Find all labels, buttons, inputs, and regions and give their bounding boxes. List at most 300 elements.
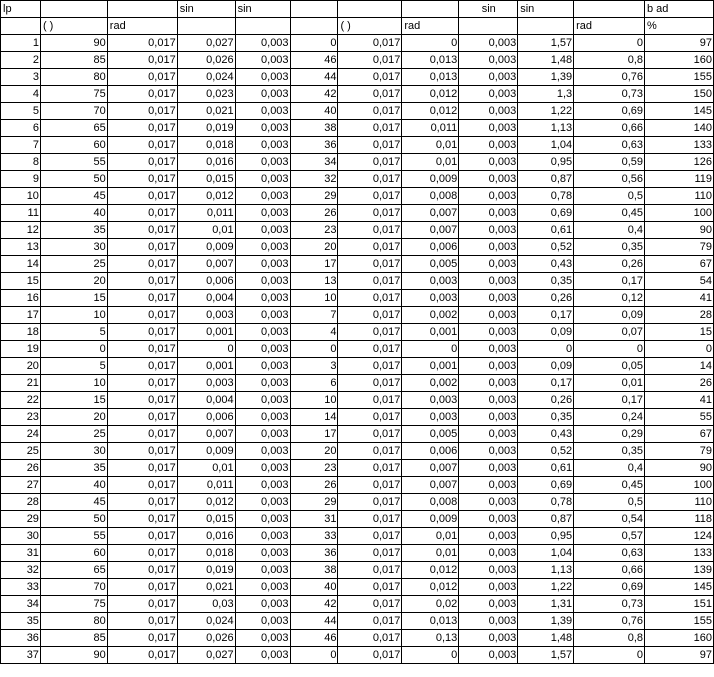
data-cell[interactable]: 14 — [645, 358, 714, 375]
data-cell[interactable]: 67 — [645, 426, 714, 443]
data-cell[interactable]: 0,26 — [518, 392, 574, 409]
data-cell[interactable]: 0,003 — [235, 579, 290, 596]
data-cell[interactable]: 0,017 — [338, 222, 402, 239]
data-cell[interactable]: 1,31 — [518, 596, 574, 613]
data-cell[interactable]: 0,73 — [574, 86, 645, 103]
data-cell[interactable]: 0,003 — [235, 205, 290, 222]
data-cell[interactable]: 0,69 — [574, 579, 645, 596]
data-cell[interactable]: 0,017 — [338, 324, 402, 341]
data-cell[interactable]: 0,017 — [107, 528, 177, 545]
data-cell[interactable]: 0,003 — [235, 52, 290, 69]
data-cell[interactable]: 80 — [40, 69, 107, 86]
data-cell[interactable]: 0,69 — [574, 103, 645, 120]
data-cell[interactable]: 23 — [290, 460, 338, 477]
row-number-cell[interactable]: 14 — [1, 256, 41, 273]
data-cell[interactable]: 1,3 — [518, 86, 574, 103]
data-cell[interactable]: 0,01 — [402, 154, 459, 171]
data-cell[interactable]: 0,87 — [518, 511, 574, 528]
data-cell[interactable]: 0,015 — [177, 511, 235, 528]
data-cell[interactable]: 34 — [290, 154, 338, 171]
data-cell[interactable]: 0,024 — [177, 69, 235, 86]
data-cell[interactable]: 0,003 — [235, 460, 290, 477]
data-cell[interactable]: 50 — [40, 171, 107, 188]
data-cell[interactable]: 0,005 — [402, 426, 459, 443]
data-cell[interactable]: 133 — [645, 137, 714, 154]
data-cell[interactable]: 0,017 — [107, 35, 177, 52]
data-cell[interactable]: 23 — [290, 222, 338, 239]
data-cell[interactable]: 0,007 — [402, 460, 459, 477]
data-cell[interactable]: 0,003 — [235, 324, 290, 341]
data-cell[interactable]: 0 — [290, 35, 338, 52]
data-cell[interactable]: 0,017 — [338, 171, 402, 188]
header-cell[interactable]: b ad — [645, 1, 714, 18]
data-cell[interactable]: 0 — [518, 341, 574, 358]
data-cell[interactable]: 0,017 — [107, 290, 177, 307]
data-cell[interactable]: 0,003 — [235, 409, 290, 426]
data-cell[interactable]: 42 — [290, 596, 338, 613]
data-cell[interactable]: 0,003 — [235, 154, 290, 171]
header-cell[interactable]: rad — [574, 18, 645, 35]
data-cell[interactable]: 0,017 — [107, 511, 177, 528]
data-cell[interactable]: 0,003 — [235, 647, 290, 664]
data-cell[interactable]: 0,43 — [518, 426, 574, 443]
data-cell[interactable]: 0,017 — [107, 324, 177, 341]
data-cell[interactable]: 0,017 — [338, 477, 402, 494]
data-cell[interactable]: 0,003 — [402, 290, 459, 307]
row-number-cell[interactable]: 15 — [1, 273, 41, 290]
data-cell[interactable]: 0,017 — [107, 52, 177, 69]
data-cell[interactable]: 0,35 — [518, 409, 574, 426]
data-cell[interactable]: 0,003 — [235, 511, 290, 528]
data-cell[interactable]: 0,017 — [107, 222, 177, 239]
data-cell[interactable]: 0,003 — [459, 205, 518, 222]
data-cell[interactable]: 0,66 — [574, 562, 645, 579]
row-number-cell[interactable]: 28 — [1, 494, 41, 511]
data-cell[interactable]: 80 — [40, 613, 107, 630]
data-cell[interactable]: 0,09 — [518, 358, 574, 375]
data-cell[interactable]: 20 — [290, 239, 338, 256]
data-cell[interactable]: 0,45 — [574, 477, 645, 494]
data-cell[interactable]: 0,007 — [177, 426, 235, 443]
header-cell[interactable] — [574, 1, 645, 18]
data-cell[interactable]: 0,003 — [235, 443, 290, 460]
data-cell[interactable]: 0 — [290, 341, 338, 358]
data-cell[interactable]: 0,017 — [107, 358, 177, 375]
data-cell[interactable]: 119 — [645, 171, 714, 188]
data-cell[interactable]: 26 — [290, 477, 338, 494]
data-cell[interactable]: 0,003 — [459, 477, 518, 494]
header-cell[interactable]: ( ) — [338, 18, 402, 35]
data-cell[interactable]: 155 — [645, 613, 714, 630]
data-cell[interactable]: 0,017 — [107, 205, 177, 222]
data-cell[interactable]: 0,003 — [235, 256, 290, 273]
data-cell[interactable]: 30 — [40, 239, 107, 256]
data-cell[interactable]: 0,003 — [235, 341, 290, 358]
data-cell[interactable]: 0,003 — [235, 86, 290, 103]
data-cell[interactable]: 0,017 — [107, 596, 177, 613]
data-cell[interactable]: 6 — [290, 375, 338, 392]
data-cell[interactable]: 50 — [40, 511, 107, 528]
data-cell[interactable]: 0,003 — [235, 528, 290, 545]
data-cell[interactable]: 5 — [40, 358, 107, 375]
data-cell[interactable]: 0,12 — [574, 290, 645, 307]
data-cell[interactable]: 0,017 — [107, 120, 177, 137]
data-cell[interactable]: 32 — [290, 171, 338, 188]
data-cell[interactable]: 0,017 — [107, 443, 177, 460]
data-cell[interactable]: 0,003 — [459, 511, 518, 528]
data-cell[interactable]: 118 — [645, 511, 714, 528]
data-cell[interactable]: 160 — [645, 52, 714, 69]
data-cell[interactable]: 1,22 — [518, 103, 574, 120]
data-cell[interactable]: 25 — [40, 426, 107, 443]
data-cell[interactable]: 0,017 — [338, 426, 402, 443]
data-cell[interactable]: 0,003 — [235, 426, 290, 443]
data-cell[interactable]: 0,017 — [107, 239, 177, 256]
data-cell[interactable]: 20 — [40, 273, 107, 290]
data-cell[interactable]: 0,01 — [402, 545, 459, 562]
data-cell[interactable]: 0,001 — [177, 324, 235, 341]
data-cell[interactable]: 0,003 — [177, 307, 235, 324]
data-cell[interactable]: 0,8 — [574, 52, 645, 69]
data-cell[interactable]: 0,003 — [459, 222, 518, 239]
data-cell[interactable]: 0,017 — [338, 188, 402, 205]
data-cell[interactable]: 40 — [290, 103, 338, 120]
data-cell[interactable]: 0,017 — [107, 137, 177, 154]
data-cell[interactable]: 0,017 — [338, 630, 402, 647]
data-cell[interactable]: 0,57 — [574, 528, 645, 545]
data-cell[interactable]: 97 — [645, 647, 714, 664]
data-cell[interactable]: 0,017 — [338, 358, 402, 375]
data-cell[interactable]: 0,003 — [459, 494, 518, 511]
data-cell[interactable]: 55 — [40, 528, 107, 545]
data-cell[interactable]: 0,007 — [402, 205, 459, 222]
data-cell[interactable]: 0,017 — [107, 103, 177, 120]
data-cell[interactable]: 0,66 — [574, 120, 645, 137]
data-cell[interactable]: 0,017 — [338, 307, 402, 324]
data-cell[interactable]: 0,017 — [338, 256, 402, 273]
data-cell[interactable]: 0,017 — [107, 545, 177, 562]
data-cell[interactable]: 54 — [645, 273, 714, 290]
header-cell[interactable]: rad — [402, 18, 459, 35]
data-cell[interactable]: 0,35 — [518, 273, 574, 290]
data-cell[interactable]: 0 — [402, 341, 459, 358]
data-cell[interactable]: 10 — [290, 392, 338, 409]
row-number-cell[interactable]: 36 — [1, 630, 41, 647]
data-cell[interactable]: 0,59 — [574, 154, 645, 171]
data-cell[interactable]: 0,017 — [107, 460, 177, 477]
data-cell[interactable]: 1,48 — [518, 52, 574, 69]
data-cell[interactable]: 0,003 — [459, 613, 518, 630]
header-cell[interactable]: lp — [1, 1, 41, 18]
data-cell[interactable]: 26 — [645, 375, 714, 392]
data-cell[interactable]: 0,017 — [107, 579, 177, 596]
header-cell[interactable]: sin — [459, 1, 518, 18]
data-cell[interactable]: 0,003 — [235, 613, 290, 630]
row-number-cell[interactable]: 33 — [1, 579, 41, 596]
data-cell[interactable]: 0,017 — [338, 273, 402, 290]
data-cell[interactable]: 0,017 — [338, 494, 402, 511]
data-cell[interactable]: 0,012 — [177, 494, 235, 511]
data-cell[interactable]: 0,003 — [235, 290, 290, 307]
data-cell[interactable]: 0,4 — [574, 460, 645, 477]
header-cell[interactable] — [177, 18, 235, 35]
data-cell[interactable]: 0,024 — [177, 613, 235, 630]
row-number-cell[interactable]: 7 — [1, 137, 41, 154]
data-cell[interactable]: 0,013 — [402, 69, 459, 86]
data-cell[interactable]: 0,017 — [338, 511, 402, 528]
data-cell[interactable]: 0,027 — [177, 35, 235, 52]
data-cell[interactable]: 0,015 — [177, 171, 235, 188]
data-cell[interactable]: 0,003 — [459, 562, 518, 579]
data-cell[interactable]: 1,57 — [518, 647, 574, 664]
data-cell[interactable]: 14 — [290, 409, 338, 426]
data-cell[interactable]: 0,003 — [402, 392, 459, 409]
row-number-cell[interactable]: 24 — [1, 426, 41, 443]
row-number-cell[interactable]: 22 — [1, 392, 41, 409]
data-cell[interactable]: 0,003 — [235, 120, 290, 137]
data-cell[interactable]: 0,56 — [574, 171, 645, 188]
data-cell[interactable]: 0,002 — [402, 307, 459, 324]
data-cell[interactable]: 0,017 — [107, 494, 177, 511]
row-number-cell[interactable]: 13 — [1, 239, 41, 256]
data-cell[interactable]: 1,13 — [518, 562, 574, 579]
row-number-cell[interactable]: 20 — [1, 358, 41, 375]
data-cell[interactable]: 0,5 — [574, 494, 645, 511]
data-cell[interactable]: 17 — [290, 256, 338, 273]
data-cell[interactable]: 0,61 — [518, 460, 574, 477]
data-cell[interactable]: 0,003 — [459, 171, 518, 188]
data-cell[interactable]: 0,018 — [177, 545, 235, 562]
data-cell[interactable]: 1,04 — [518, 545, 574, 562]
data-cell[interactable]: 0,07 — [574, 324, 645, 341]
data-cell[interactable]: 0,017 — [338, 613, 402, 630]
data-cell[interactable]: 0,003 — [459, 341, 518, 358]
data-cell[interactable]: 0 — [40, 341, 107, 358]
data-cell[interactable]: 0,011 — [177, 205, 235, 222]
data-cell[interactable]: 90 — [40, 35, 107, 52]
header-cell[interactable]: ( ) — [40, 18, 107, 35]
data-cell[interactable]: 0,006 — [402, 239, 459, 256]
data-cell[interactable]: 0,027 — [177, 647, 235, 664]
data-cell[interactable]: 0,013 — [402, 52, 459, 69]
data-cell[interactable]: 0,003 — [235, 137, 290, 154]
data-cell[interactable]: 0,003 — [459, 392, 518, 409]
data-cell[interactable]: 44 — [290, 613, 338, 630]
data-cell[interactable]: 0,95 — [518, 154, 574, 171]
data-cell[interactable]: 55 — [645, 409, 714, 426]
data-cell[interactable]: 140 — [645, 120, 714, 137]
data-cell[interactable]: 133 — [645, 545, 714, 562]
data-cell[interactable]: 13 — [290, 273, 338, 290]
data-cell[interactable]: 0,019 — [177, 120, 235, 137]
row-number-cell[interactable]: 25 — [1, 443, 41, 460]
row-number-cell[interactable]: 34 — [1, 596, 41, 613]
data-cell[interactable]: 0,004 — [177, 392, 235, 409]
data-cell[interactable]: 60 — [40, 137, 107, 154]
data-cell[interactable]: 0,003 — [235, 103, 290, 120]
data-cell[interactable]: 0,005 — [402, 256, 459, 273]
data-cell[interactable]: 46 — [290, 630, 338, 647]
data-cell[interactable]: 0,003 — [235, 392, 290, 409]
row-number-cell[interactable]: 18 — [1, 324, 41, 341]
data-cell[interactable]: 0,017 — [338, 375, 402, 392]
data-cell[interactable]: 0,78 — [518, 494, 574, 511]
data-cell[interactable]: 44 — [290, 69, 338, 86]
data-cell[interactable]: 10 — [40, 307, 107, 324]
data-cell[interactable]: 1,22 — [518, 579, 574, 596]
data-cell[interactable]: 0,87 — [518, 171, 574, 188]
data-cell[interactable]: 0,02 — [402, 596, 459, 613]
data-cell[interactable]: 139 — [645, 562, 714, 579]
header-cell[interactable]: sin — [235, 1, 290, 18]
data-cell[interactable]: 38 — [290, 120, 338, 137]
data-cell[interactable]: 0,003 — [177, 375, 235, 392]
data-cell[interactable]: 0 — [177, 341, 235, 358]
header-cell[interactable]: sin — [518, 1, 574, 18]
data-cell[interactable]: 0,003 — [235, 273, 290, 290]
header-cell[interactable] — [402, 1, 459, 18]
data-cell[interactable]: 36 — [290, 137, 338, 154]
data-cell[interactable]: 26 — [290, 205, 338, 222]
data-cell[interactable]: 126 — [645, 154, 714, 171]
data-cell[interactable]: 124 — [645, 528, 714, 545]
data-cell[interactable]: 0,017 — [338, 137, 402, 154]
data-cell[interactable]: 0,007 — [177, 256, 235, 273]
data-cell[interactable]: 79 — [645, 443, 714, 460]
data-cell[interactable]: 0,006 — [177, 273, 235, 290]
data-cell[interactable]: 10 — [290, 290, 338, 307]
data-cell[interactable]: 0,003 — [235, 630, 290, 647]
row-number-cell[interactable]: 30 — [1, 528, 41, 545]
data-cell[interactable]: 5 — [40, 324, 107, 341]
data-cell[interactable]: 0,5 — [574, 188, 645, 205]
data-cell[interactable]: 1,39 — [518, 613, 574, 630]
data-cell[interactable]: 0,017 — [107, 630, 177, 647]
data-cell[interactable]: 28 — [645, 307, 714, 324]
data-cell[interactable]: 0,003 — [459, 630, 518, 647]
data-cell[interactable]: 40 — [40, 477, 107, 494]
data-cell[interactable]: 55 — [40, 154, 107, 171]
data-cell[interactable]: 160 — [645, 630, 714, 647]
data-cell[interactable]: 15 — [40, 290, 107, 307]
data-cell[interactable]: 0,24 — [574, 409, 645, 426]
data-cell[interactable]: 0,01 — [177, 460, 235, 477]
data-cell[interactable]: 45 — [40, 188, 107, 205]
data-cell[interactable]: 0,007 — [402, 222, 459, 239]
data-cell[interactable]: 0,003 — [459, 307, 518, 324]
data-cell[interactable]: 0,01 — [402, 528, 459, 545]
data-cell[interactable]: 33 — [290, 528, 338, 545]
data-cell[interactable]: 90 — [645, 460, 714, 477]
data-cell[interactable]: 100 — [645, 477, 714, 494]
data-cell[interactable]: 0,003 — [459, 273, 518, 290]
header-cell[interactable] — [518, 18, 574, 35]
data-cell[interactable]: 0 — [574, 35, 645, 52]
data-cell[interactable]: 38 — [290, 562, 338, 579]
header-cell[interactable]: % — [645, 18, 714, 35]
data-cell[interactable]: 0,017 — [338, 103, 402, 120]
header-cell[interactable] — [40, 1, 107, 18]
data-cell[interactable]: 1,57 — [518, 35, 574, 52]
data-cell[interactable]: 65 — [40, 562, 107, 579]
row-number-cell[interactable]: 8 — [1, 154, 41, 171]
data-cell[interactable]: 67 — [645, 256, 714, 273]
header-cell[interactable]: rad — [107, 18, 177, 35]
data-cell[interactable]: 0,013 — [402, 613, 459, 630]
data-cell[interactable]: 0,003 — [235, 188, 290, 205]
data-cell[interactable]: 75 — [40, 596, 107, 613]
row-number-cell[interactable]: 3 — [1, 69, 41, 86]
data-cell[interactable]: 110 — [645, 494, 714, 511]
data-cell[interactable]: 100 — [645, 205, 714, 222]
data-cell[interactable]: 0,03 — [177, 596, 235, 613]
data-cell[interactable]: 0,95 — [518, 528, 574, 545]
data-cell[interactable]: 29 — [290, 188, 338, 205]
data-cell[interactable]: 0,003 — [402, 273, 459, 290]
data-cell[interactable]: 0,017 — [107, 613, 177, 630]
data-cell[interactable]: 0 — [290, 647, 338, 664]
data-cell[interactable]: 0,012 — [402, 103, 459, 120]
data-cell[interactable]: 15 — [40, 392, 107, 409]
data-cell[interactable]: 0,63 — [574, 137, 645, 154]
data-cell[interactable]: 0,003 — [235, 358, 290, 375]
data-cell[interactable]: 0,003 — [402, 409, 459, 426]
data-cell[interactable]: 0,021 — [177, 579, 235, 596]
row-number-cell[interactable]: 16 — [1, 290, 41, 307]
data-cell[interactable]: 1,04 — [518, 137, 574, 154]
data-cell[interactable]: 70 — [40, 103, 107, 120]
data-cell[interactable]: 0,003 — [459, 460, 518, 477]
data-cell[interactable]: 0,17 — [574, 273, 645, 290]
data-cell[interactable]: 0,003 — [235, 222, 290, 239]
data-cell[interactable]: 0,17 — [574, 392, 645, 409]
data-cell[interactable]: 0,003 — [459, 52, 518, 69]
data-cell[interactable]: 0,09 — [574, 307, 645, 324]
data-cell[interactable]: 0,017 — [107, 426, 177, 443]
data-cell[interactable]: 0,008 — [402, 494, 459, 511]
row-number-cell[interactable]: 17 — [1, 307, 41, 324]
data-cell[interactable]: 0,023 — [177, 86, 235, 103]
data-cell[interactable]: 1,48 — [518, 630, 574, 647]
data-cell[interactable]: 0,003 — [459, 579, 518, 596]
data-cell[interactable]: 0,003 — [235, 35, 290, 52]
data-cell[interactable]: 0,001 — [402, 358, 459, 375]
data-cell[interactable]: 0,017 — [107, 171, 177, 188]
data-cell[interactable]: 31 — [290, 511, 338, 528]
data-cell[interactable]: 0,017 — [338, 69, 402, 86]
data-cell[interactable]: 0,13 — [402, 630, 459, 647]
row-number-cell[interactable]: 37 — [1, 647, 41, 664]
row-number-cell[interactable]: 19 — [1, 341, 41, 358]
data-cell[interactable]: 0,017 — [338, 290, 402, 307]
data-cell[interactable]: 0,003 — [459, 239, 518, 256]
data-cell[interactable]: 0,017 — [107, 562, 177, 579]
data-cell[interactable]: 0,017 — [107, 307, 177, 324]
data-cell[interactable]: 0,017 — [107, 341, 177, 358]
data-cell[interactable]: 0,017 — [107, 256, 177, 273]
data-cell[interactable]: 0,016 — [177, 528, 235, 545]
data-cell[interactable]: 41 — [645, 392, 714, 409]
data-cell[interactable]: 0,003 — [459, 188, 518, 205]
data-cell[interactable]: 0,011 — [402, 120, 459, 137]
data-cell[interactable]: 15 — [645, 324, 714, 341]
data-cell[interactable]: 0,003 — [459, 120, 518, 137]
data-cell[interactable]: 0,17 — [518, 307, 574, 324]
data-cell[interactable]: 30 — [40, 443, 107, 460]
data-cell[interactable]: 0,69 — [518, 205, 574, 222]
data-cell[interactable]: 0,09 — [518, 324, 574, 341]
data-cell[interactable]: 0,003 — [235, 239, 290, 256]
